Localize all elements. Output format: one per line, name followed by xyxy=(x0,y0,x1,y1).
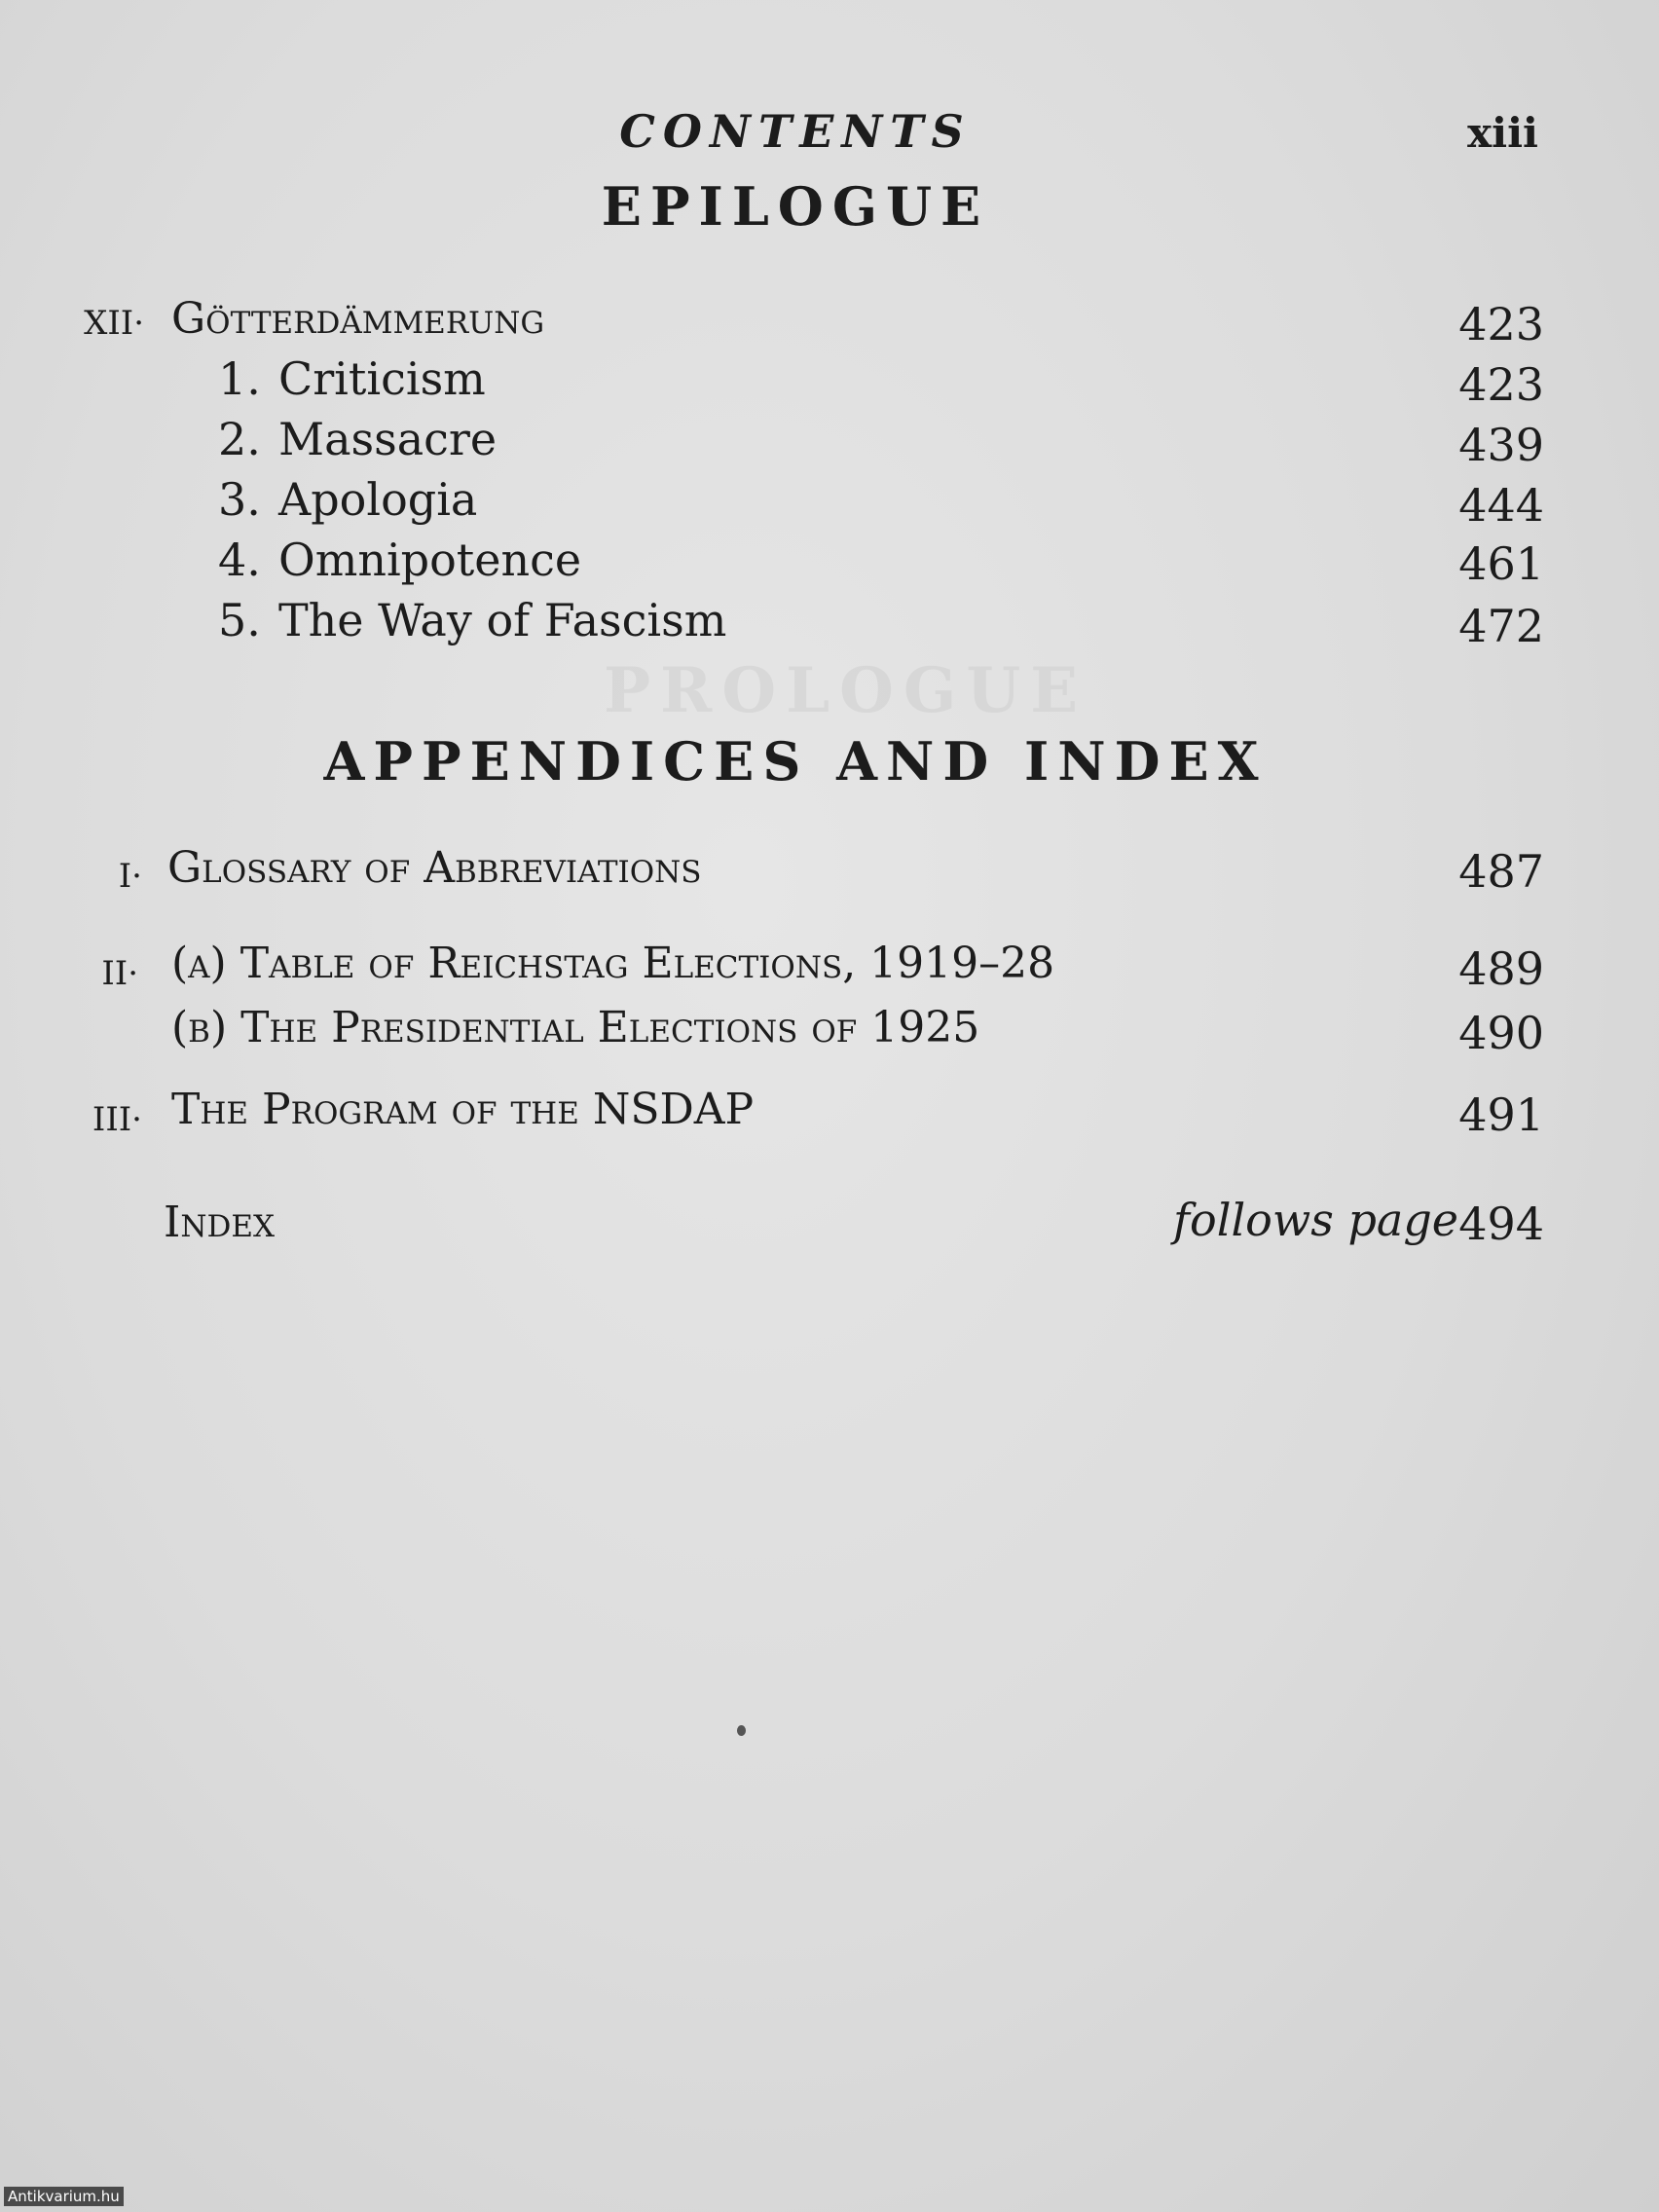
section-title: The Way of Fascism xyxy=(278,594,727,646)
section-heading-epilogue: EPILOGUE xyxy=(601,175,990,238)
section-page: 444 xyxy=(1458,479,1544,532)
section-page: 423 xyxy=(1458,358,1544,411)
running-head: CONTENTS xyxy=(619,105,972,158)
source-credit: Antikvarium.hu xyxy=(4,2187,124,2206)
page-number: xiii xyxy=(1467,109,1538,157)
show-through-text: PROLOGUE xyxy=(604,654,1088,727)
index-title: Index xyxy=(164,1198,276,1247)
section-label: 1. xyxy=(218,352,261,405)
appendix-title: Glossary of Abbreviations xyxy=(167,843,702,893)
section-title: Criticism xyxy=(278,352,486,405)
appendix-title: The Program of the NSDAP xyxy=(171,1085,755,1134)
index-note: follows page xyxy=(1173,1194,1458,1246)
section-label: 3. xyxy=(218,473,261,526)
section-label: 4. xyxy=(218,534,261,586)
section-heading-appendices: APPENDICES AND INDEX xyxy=(323,730,1268,793)
chapter-number: XII· xyxy=(84,304,144,343)
appendix-page: 489 xyxy=(1458,942,1544,995)
index-page: 494 xyxy=(1458,1198,1544,1250)
section-page: 439 xyxy=(1458,419,1544,471)
appendix-title: (b) The Presidential Elections of 1925 xyxy=(171,1003,980,1052)
section-page: 461 xyxy=(1458,537,1544,590)
section-title: Massacre xyxy=(278,413,498,465)
appendix-title: (a) Table of Reichstag Elections, 1919–28 xyxy=(171,939,1055,988)
section-label: 2. xyxy=(218,413,261,465)
chapter-page: 423 xyxy=(1458,298,1544,350)
appendix-number: II· xyxy=(101,954,138,993)
section-title: Omnipotence xyxy=(278,534,582,586)
chapter-title: Götterdämmerung xyxy=(171,294,545,344)
appendix-page: 490 xyxy=(1458,1007,1544,1059)
section-label: 5. xyxy=(218,594,261,646)
appendix-number: I· xyxy=(118,857,142,896)
section-page: 472 xyxy=(1458,600,1544,652)
section-title: Apologia xyxy=(278,473,478,526)
ink-speck xyxy=(737,1725,746,1736)
appendix-page: 491 xyxy=(1458,1088,1544,1141)
appendix-number: III· xyxy=(92,1100,142,1139)
appendix-page: 487 xyxy=(1458,845,1544,898)
